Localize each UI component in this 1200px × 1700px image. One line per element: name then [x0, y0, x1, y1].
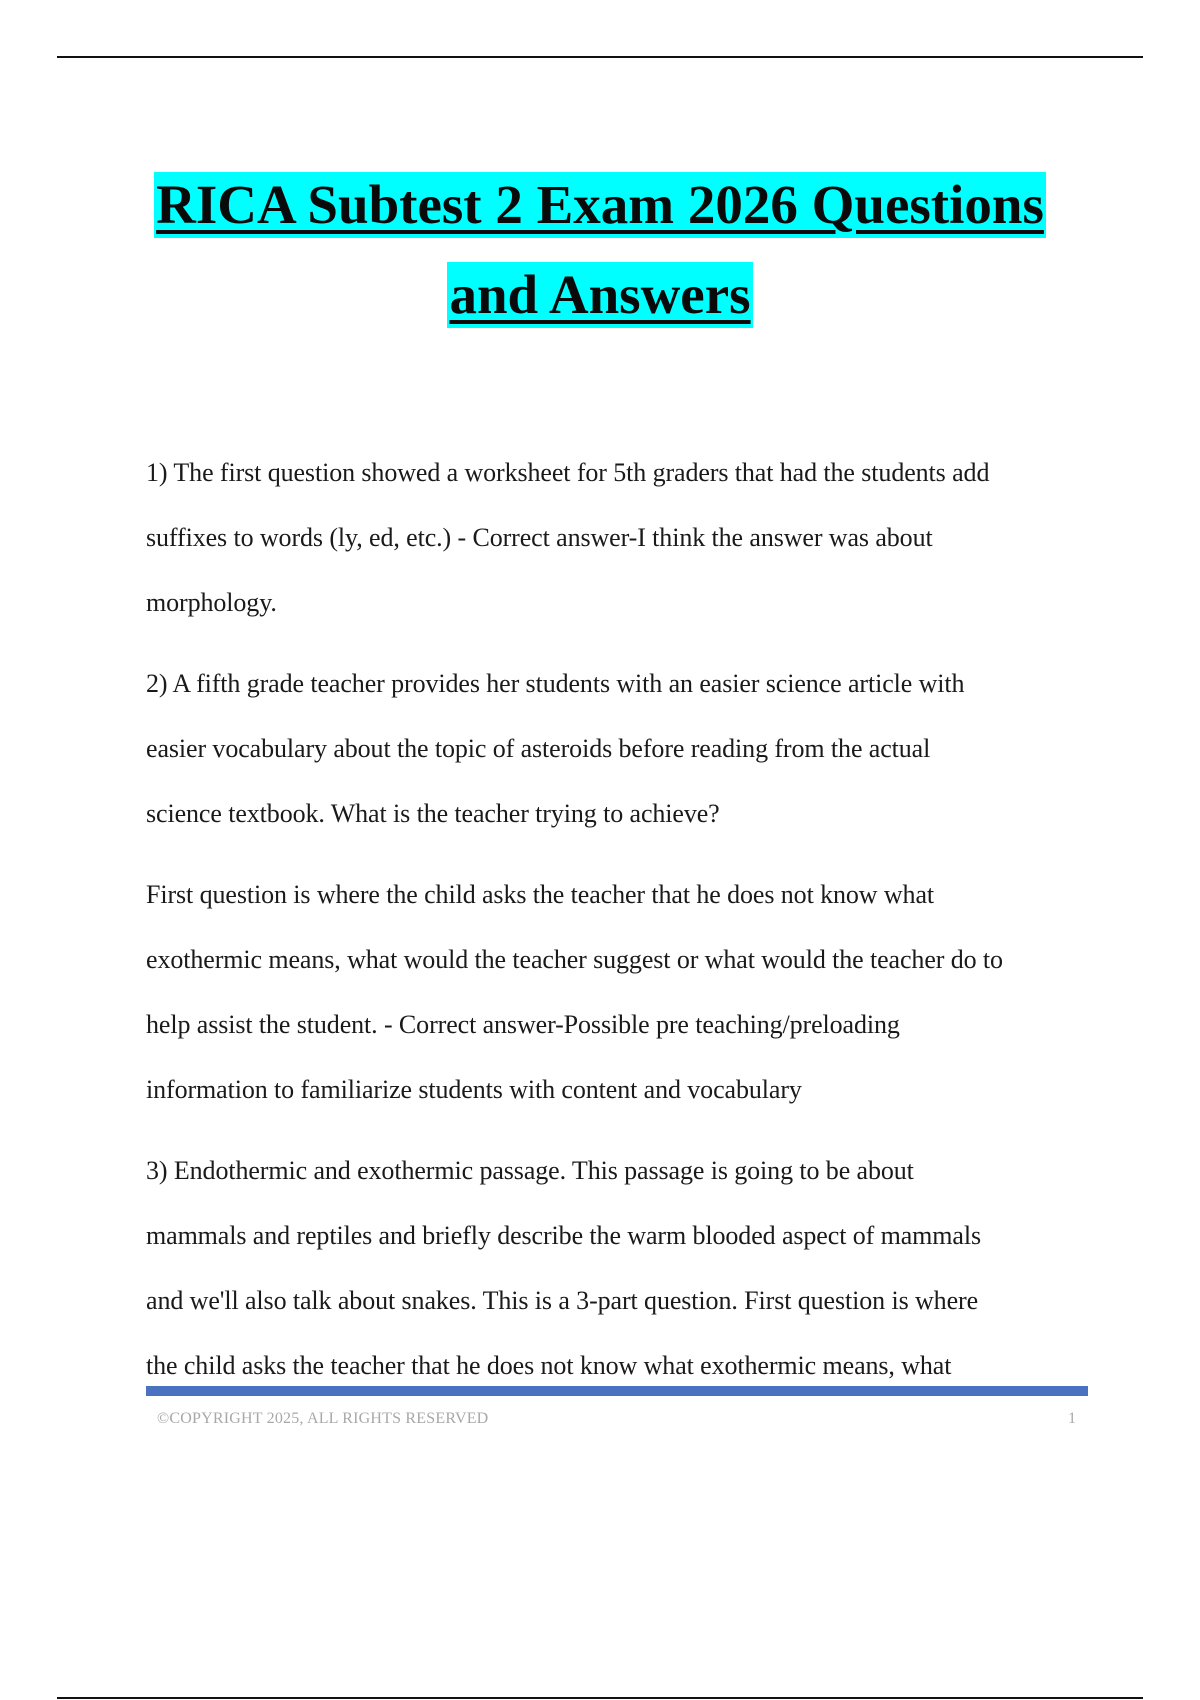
document-body [146, 440, 1096, 1391]
paragraph-question-1: 1) The first question showed a worksheet for 5th graders that had the students add suffixes to words (ly, ed, etc.) - Correct answer-I think the answer was about morphology. [146, 458, 990, 617]
bottom-rule [57, 1697, 1143, 1699]
footer-copyright: ©COPYRIGHT 2025, ALL RIGHTS RESERVED [157, 1410, 489, 1427]
document-title [0, 172, 1200, 328]
title-line-1: RICA Subtest 2 Exam 2026 Questions [154, 172, 1046, 238]
title-line-2: and Answers [447, 262, 752, 328]
footer-page-number: 1 [1068, 1410, 1076, 1427]
top-rule [57, 56, 1143, 58]
paragraph-question-2: 2) A fifth grade teacher provides her students with an easier science article with easier vocabulary about the topic of asteroids before reading from the actual science textbook. What is the teacher trying to achieve? [146, 669, 965, 828]
paragraph-answer-2: First question is where the child asks the teacher that he does not know what exothermic means, what would the teacher suggest or what would the teacher do to help assist the student. - Correct answer-Possible pre teaching/preloading information to familiarize students with content and vocabulary [146, 880, 1003, 1104]
paragraph-question-3: 3) Endothermic and exothermic passage. This passage is going to be about mammals and reptiles and briefly describe the warm blooded aspect of mammals and we'll also talk about snakes. This is a 3-part question. First question is where the child asks the teacher that he does not know what exothermic means, what [146, 1156, 981, 1380]
footer-divider-bar [146, 1386, 1088, 1396]
